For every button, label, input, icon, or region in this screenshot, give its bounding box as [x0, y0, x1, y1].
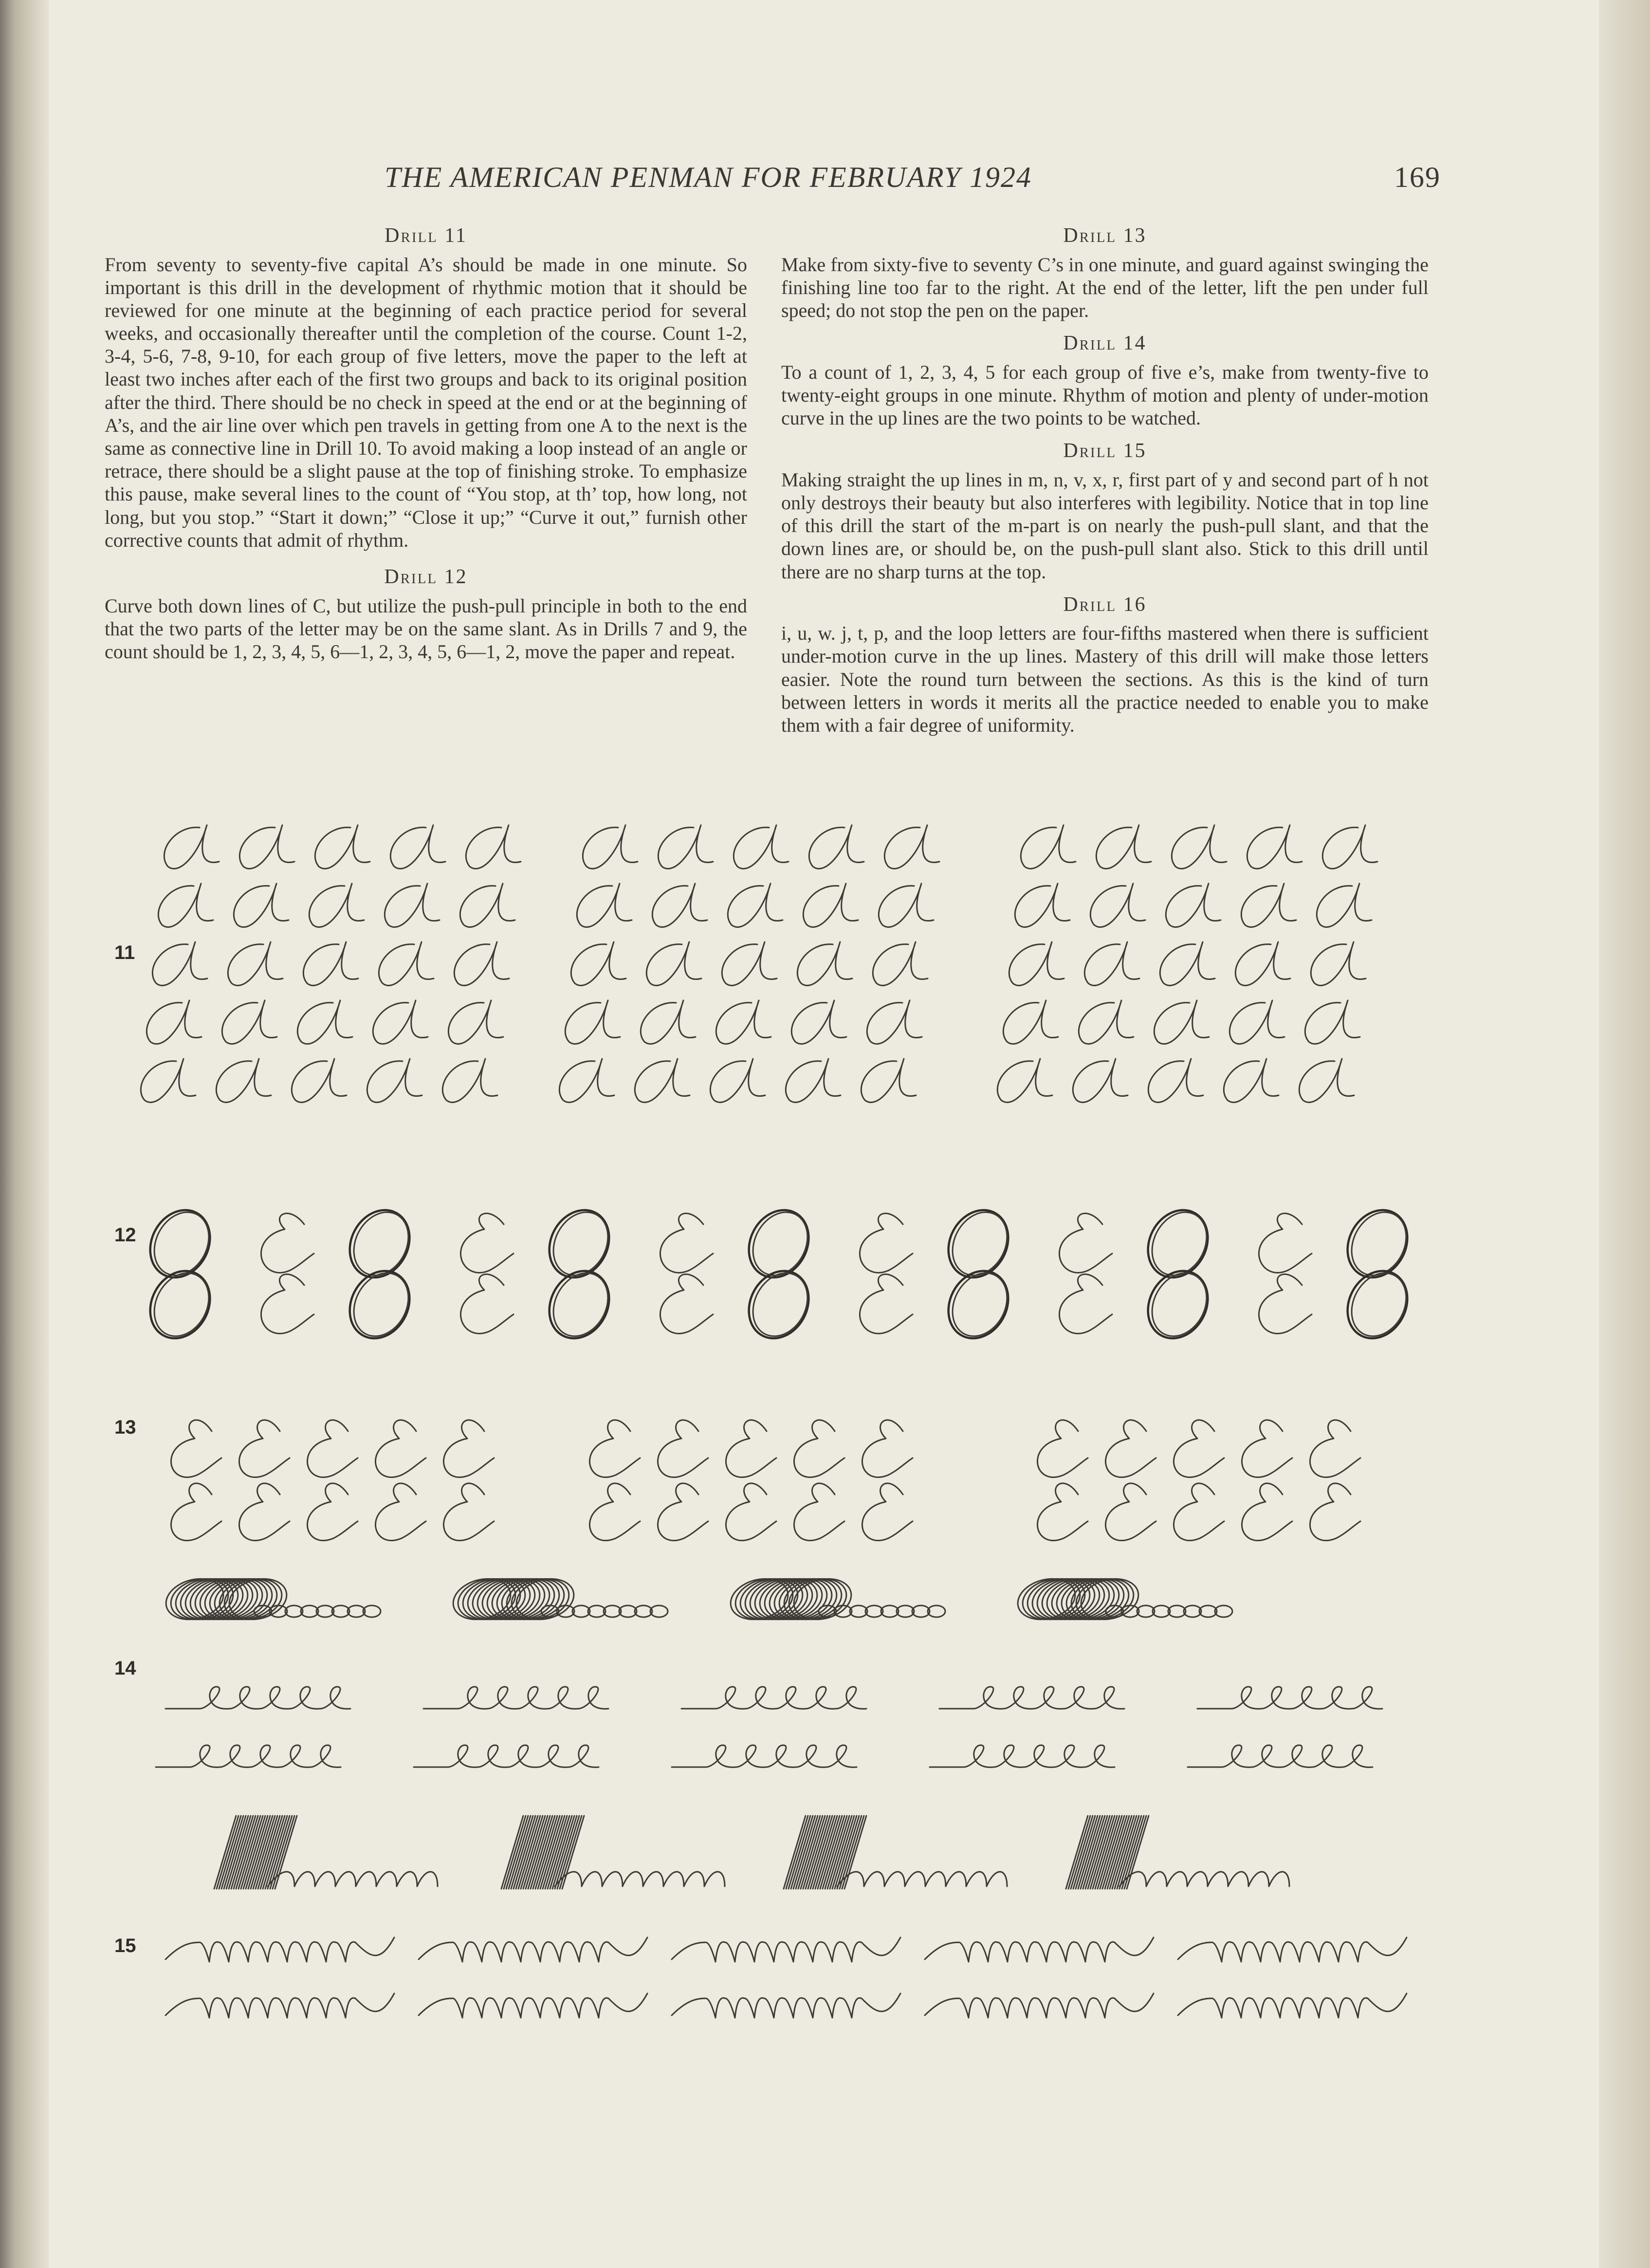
capital-a-stroke: [583, 825, 638, 868]
specimen-label-13: 13: [114, 1417, 136, 1438]
capital-a-stroke: [152, 942, 207, 985]
small-e-chain: [1188, 1745, 1373, 1767]
small-e-chain: [1197, 1687, 1382, 1709]
capital-c-stroke: [443, 1483, 494, 1541]
small-m-chain: [419, 1993, 647, 2018]
capital-a-stroke: [442, 1059, 497, 1102]
drill-12-heading: Drill 12: [384, 565, 468, 588]
specimen-label-15: 15: [114, 1935, 136, 1956]
capital-a-stroke: [373, 1000, 428, 1044]
capital-a-stroke: [164, 825, 219, 868]
capital-a-stroke: [1311, 942, 1366, 985]
capital-c-stroke: [1105, 1420, 1156, 1477]
capital-a-stroke: [292, 1059, 347, 1102]
oval-stroke: [1341, 1203, 1417, 1285]
capital-a-stroke: [658, 825, 713, 868]
capital-a-stroke: [141, 1059, 196, 1102]
drill-16-text: i, u, w. j, t, p, and the loop letters are four-fifths mastered when there is sufficient under-motion curve in the up lines. Mastery of this drill will make those letters easier. Note the round turn between the sections. As this is the kind of turn between letters in words it merits all the practice needed to enable you to make them with a fair degree of uniformity.: [781, 622, 1429, 736]
capital-a-stroke: [641, 1000, 696, 1044]
capital-c-stroke: [1310, 1420, 1360, 1477]
capital-a-stroke: [1096, 825, 1151, 868]
capital-a-stroke: [297, 1000, 352, 1044]
small-m-chain: [925, 1993, 1154, 2018]
capital-a-stroke: [1241, 884, 1296, 927]
capital-a-stroke: [239, 825, 294, 868]
capital-c-stroke: [307, 1483, 358, 1541]
capital-a-stroke: [867, 1000, 922, 1044]
capital-a-stroke: [1317, 884, 1372, 927]
capital-c-stroke: [794, 1420, 844, 1477]
capital-c-stroke: [862, 1483, 913, 1541]
right-column: [781, 224, 1429, 746]
capital-a-stroke: [466, 825, 521, 868]
capital-a-stroke: [797, 942, 852, 985]
capital-a-stroke: [652, 884, 707, 927]
small-e-chain: [414, 1745, 599, 1767]
capital-a-stroke: [884, 825, 939, 868]
capital-c-stroke: [171, 1420, 221, 1477]
capital-c-stroke: [1173, 1420, 1224, 1477]
capital-a-stroke: [379, 942, 434, 985]
oval-stroke: [742, 1203, 818, 1285]
capital-c-stroke: [1173, 1483, 1224, 1541]
capital-a-stroke: [733, 825, 788, 868]
capital-a-stroke: [1224, 1059, 1279, 1102]
capital-a-stroke: [222, 1000, 277, 1044]
capital-c-stroke: [658, 1483, 708, 1541]
capital-a-stroke: [147, 1000, 202, 1044]
page-number: 169: [1394, 161, 1441, 193]
capital-a-stroke: [710, 1059, 765, 1102]
drill-14-text: To a count of 1, 2, 3, 4, 5 for each group of five e’s, make from twenty-five to twenty-eight groups in one minute. Rhythm of motion and plenty of under-motion curve in the up lines are the two points to be watched.: [781, 361, 1429, 429]
capital-a-stroke: [158, 884, 213, 927]
capital-a-stroke: [1079, 1000, 1134, 1044]
capital-a-stroke: [571, 942, 626, 985]
capital-a-stroke: [1073, 1059, 1128, 1102]
capital-c-stroke: [794, 1483, 844, 1541]
capital-c-stroke: [1037, 1420, 1088, 1477]
capital-c-stroke: [171, 1483, 221, 1541]
capital-a-stroke: [1009, 942, 1064, 985]
drill-13-heading: Drill 13: [1063, 224, 1147, 247]
capital-a-stroke: [303, 942, 358, 985]
capital-a-stroke: [861, 1059, 916, 1102]
small-e-chain: [423, 1687, 608, 1709]
small-m-chain: [672, 1993, 900, 2018]
capital-a-stroke: [803, 884, 858, 927]
capital-c-stroke: [860, 1274, 913, 1334]
capital-c-stroke: [1037, 1483, 1088, 1541]
drill-15-heading: Drill 15: [1063, 440, 1147, 462]
oval-stroke: [1141, 1203, 1217, 1285]
capital-a-stroke: [309, 884, 364, 927]
specimen-label-12: 12: [114, 1224, 136, 1246]
capital-a-stroke: [385, 884, 440, 927]
specimen-label-14: 14: [114, 1658, 136, 1679]
drill-11-text: From seventy to seventy-five capital A’s should be made in one minute. So important is this drill in the development of rhythmic motion that it should be reviewed for one minute at the beginning of each practice period for several weeks, and occasionally thereafter until the completion of the course. Count 1-2, 3-4, 5-6, 7-8, 9-10, for each group of five letters, move the paper to the left at least two inches after each of the first two groups and back to its original position after the third. There should be no check in speed at the end or at the beginning of A’s, and the air line over which pen travels in getting from one A to the next is the same as connective line in Drill 10. To avoid making a loop instead of an angle or retrace, there should be a slight pause at the top of finishing stroke. To emphasize this pause, make several lines to the count of “You stop, at th’ top, how long, not long, but you stop.” “Start it down;” “Close it up;” “Curve it out,” furnish other corrective counts that admit of rhythm.: [105, 253, 747, 551]
capital-c-stroke: [1259, 1274, 1312, 1334]
capital-c-stroke: [658, 1420, 708, 1477]
capital-c-stroke: [1059, 1214, 1112, 1273]
small-m-chain: [419, 1937, 647, 1962]
capital-c-stroke: [660, 1274, 713, 1334]
capital-a-stroke: [1322, 825, 1377, 868]
capital-a-stroke: [1090, 884, 1145, 927]
capital-a-stroke: [448, 1000, 503, 1044]
drill-11-heading: Drill 11: [385, 224, 467, 247]
capital-a-stroke: [228, 942, 283, 985]
capital-a-stroke: [635, 1059, 690, 1102]
capital-c-stroke: [726, 1483, 776, 1541]
drill-15-text: Making straight the up lines in m, n, v, x, r, first part of y and second part of h not only destroys their beauty but also interferes with legibility. Notice that in top line of this drill the start of the m-part is on nearly the push-pull slant, and that the down lines are, or should be, on the push-pull slant also. Stick to this drill until there are no sharp turns at the top.: [781, 468, 1429, 583]
small-m-chain: [555, 1872, 725, 1886]
capital-c-stroke: [1310, 1483, 1360, 1541]
page-gutter: [0, 0, 49, 2268]
capital-a-stroke: [809, 825, 864, 868]
small-e-chain: [939, 1687, 1124, 1709]
capital-c-stroke: [1242, 1483, 1292, 1541]
capital-a-stroke: [234, 884, 289, 927]
small-m-chain: [925, 1937, 1154, 1962]
small-m-chain: [165, 1993, 394, 2018]
small-e-chain: [672, 1745, 857, 1767]
small-e-chain: [156, 1745, 341, 1767]
capital-c-stroke: [307, 1420, 358, 1477]
small-m-chain: [672, 1937, 900, 1962]
capital-c-stroke: [261, 1274, 314, 1334]
oval-stroke: [343, 1203, 419, 1285]
capital-a-stroke: [1015, 884, 1070, 927]
capital-a-stroke: [728, 884, 783, 927]
capital-a-stroke: [1235, 942, 1290, 985]
capital-a-stroke: [390, 825, 445, 868]
capital-a-stroke: [1154, 1000, 1209, 1044]
small-e-chain: [930, 1745, 1115, 1767]
oval-stroke: [543, 1203, 619, 1285]
penmanship-specimens: [112, 808, 1441, 2025]
specimen-label-11: 11: [114, 942, 135, 963]
capital-a-stroke: [873, 942, 928, 985]
capital-a-stroke: [716, 1000, 771, 1044]
capital-c-stroke: [589, 1483, 640, 1541]
small-m-chain: [1178, 1993, 1407, 2018]
capital-c-stroke: [239, 1420, 290, 1477]
capital-a-stroke: [786, 1059, 841, 1102]
capital-c-stroke: [443, 1420, 494, 1477]
specimen-artwork: [112, 808, 1441, 2025]
drill-12-text: Curve both down lines of C, but utilize the push-pull principle in both to the end that the two parts of the letter may be on the same slant. As in Drills 7 and 9, the count should be 1, 2, 3, 4, 5, 6—1, 2, 3, 4, 5, 6—1, 2, move the paper and repeat.: [105, 594, 747, 663]
small-m-chain: [1178, 1937, 1407, 1962]
capital-a-stroke: [1021, 825, 1076, 868]
capital-a-stroke: [1172, 825, 1227, 868]
capital-a-stroke: [879, 884, 934, 927]
left-column: [105, 224, 747, 673]
capital-a-stroke: [1084, 942, 1139, 985]
capital-a-stroke: [454, 942, 509, 985]
capital-c-stroke: [862, 1420, 913, 1477]
capital-c-stroke: [1105, 1483, 1156, 1541]
oval-stroke: [942, 1203, 1018, 1285]
capital-a-stroke: [367, 1059, 422, 1102]
capital-a-stroke: [577, 884, 632, 927]
capital-a-stroke: [216, 1059, 271, 1102]
capital-a-stroke: [1305, 1000, 1360, 1044]
capital-a-stroke: [722, 942, 777, 985]
capital-c-stroke: [375, 1483, 426, 1541]
capital-c-stroke: [1059, 1274, 1112, 1334]
drill-13-text: Make from sixty-five to seventy C’s in one minute, and guard against swinging the finishing line too far to the right. At the end of the letter, lift the pen under full speed; do not stop the pen on the paper.: [781, 253, 1429, 321]
small-m-chain: [1119, 1872, 1289, 1886]
drill-14-heading: Drill 14: [1063, 332, 1147, 355]
capital-a-stroke: [1148, 1059, 1203, 1102]
capital-a-stroke: [1166, 884, 1221, 927]
capital-c-stroke: [860, 1214, 913, 1273]
running-header: [385, 161, 1441, 204]
capital-c-stroke: [660, 1214, 713, 1273]
oval-stroke: [144, 1203, 220, 1285]
capital-a-stroke: [997, 1059, 1052, 1102]
capital-a-stroke: [315, 825, 370, 868]
capital-c-stroke: [239, 1483, 290, 1541]
capital-a-stroke: [460, 884, 515, 927]
capital-a-stroke: [791, 1000, 846, 1044]
small-m-chain: [165, 1937, 394, 1962]
capital-c-stroke: [460, 1274, 513, 1334]
capital-a-stroke: [1299, 1059, 1354, 1102]
small-m-chain: [268, 1872, 438, 1886]
small-m-chain: [837, 1872, 1007, 1886]
capital-a-stroke: [1247, 825, 1302, 868]
capital-a-stroke: [559, 1059, 614, 1102]
capital-a-stroke: [646, 942, 701, 985]
capital-c-stroke: [1259, 1214, 1312, 1273]
drill-16-heading: Drill 16: [1063, 593, 1147, 616]
small-e-chain: [165, 1687, 350, 1709]
capital-a-stroke: [1160, 942, 1215, 985]
capital-c-stroke: [261, 1214, 314, 1273]
capital-a-stroke: [1229, 1000, 1284, 1044]
page-right-edge: [1599, 0, 1650, 2268]
capital-c-stroke: [726, 1420, 776, 1477]
capital-c-stroke: [589, 1420, 640, 1477]
capital-c-stroke: [375, 1420, 426, 1477]
capital-a-stroke: [1003, 1000, 1058, 1044]
small-e-chain: [681, 1687, 866, 1709]
capital-c-stroke: [460, 1214, 513, 1273]
capital-a-stroke: [565, 1000, 620, 1044]
running-title: THE AMERICAN PENMAN FOR FEBRUARY 1924: [385, 161, 1032, 193]
capital-c-stroke: [1242, 1420, 1292, 1477]
